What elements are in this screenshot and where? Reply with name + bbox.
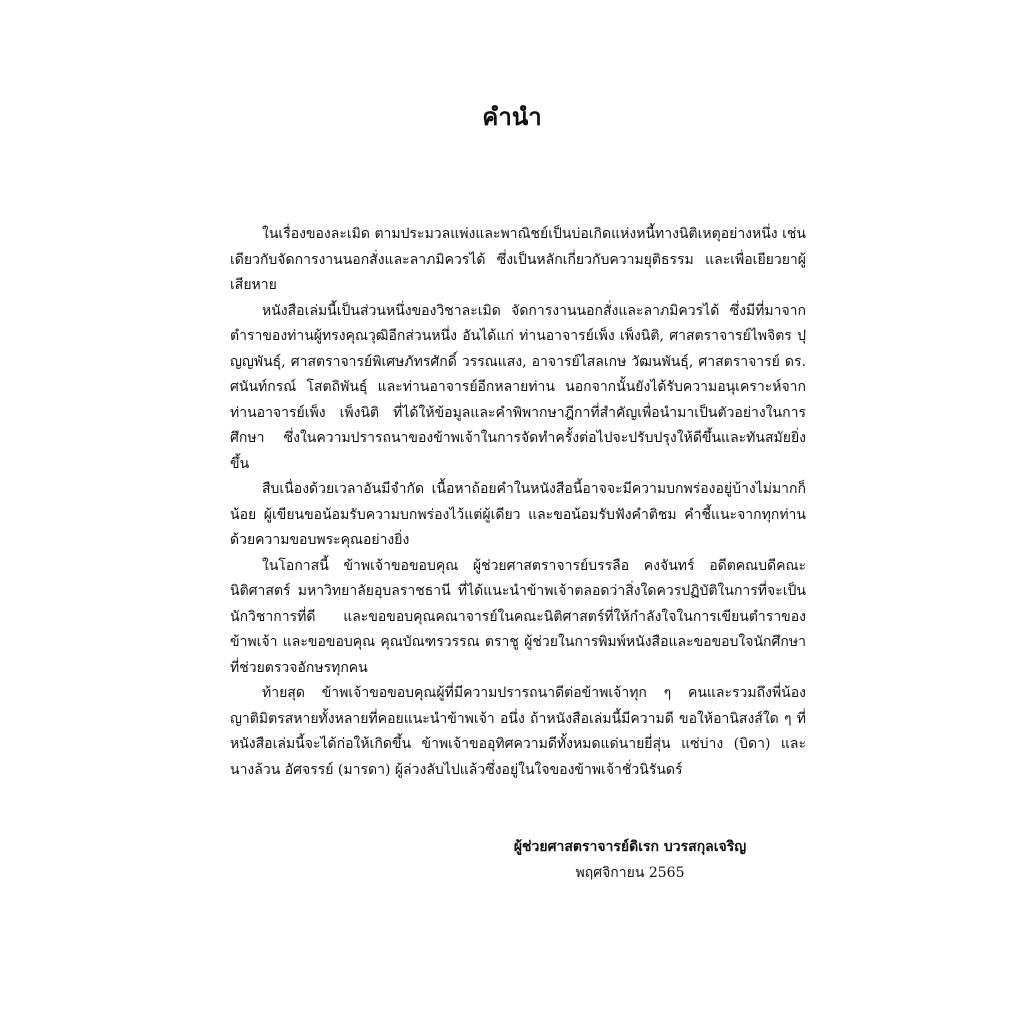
body-text: [230, 222, 806, 783]
signature-date: พฤศจิกายน 2565: [575, 865, 685, 881]
paragraph-5: ท้ายสุด ข้าพเจ้าขอขอบคุณผู้ที่มีความปรารถนาดีต่อข้าพเจ้าทุก ๆ คนและรวมถึงพี่น้องญาติมิตรสหายทั้งหลายที่คอยแนะนำข้าพเจ้า อนึ่ง ถ้าหนังสือเล่มนี้มีความดี ขอให้อานิสงส์ใด ๆ ที่หนังสือเล่มนี้จะได้ก่อให้เกิดขึ้น ข้าพเจ้าขออุทิศความดีทั้งหมดแด่นายยี่สุ่น แซ่บ่าง (บิดา) และนางล้วน อัศจรรย์ (มารดา) ผู้ล่วงลับไปแล้วซึ่งอยู่ในใจของข้าพเจ้าชั่วนิรันดร์: [230, 685, 807, 778]
paragraph-1: ในเรื่องของละเมิด ตามประมวลแพ่งและพาณิชย์เป็นบ่อเกิดแห่งหนี้ทางนิติเหตุอย่างหนึ่ง เช่นเดียวกับจัดการงานนอกสั่งและลาภมิควรได้ ซึ่งเป็นหลักเกี่ยวกับความยุติธรรม และเพื่อเยียวยาผู้เสียหาย: [230, 226, 806, 293]
page-title: คำนำ: [482, 102, 542, 131]
author-name: ผู้ช่วยศาสตราจารย์ดิเรก บวรสกุลเจริญ: [513, 839, 747, 855]
paragraph-2: หนังสือเล่มนี้เป็นส่วนหนึ่งของวิชาละเมิด จัดการงานนอกสั่งและลาภมิควรได้ ซึ่งมีที่มาจากตำราของท่านผู้ทรงคุณวุฒิอีกส่วนหนึ่ง อันได้แก่ ท่านอาจารย์เพ็ง เพ็งนิติ, ศาสตราจารย์ไพจิตร ปุญญพันธุ์, ศาสตราจารย์พิเศษภัทรศักดิ์ วรรณแสง, อาจารย์ไสลเกษ วัฒนพันธุ์, ศาสตราจารย์ ดร. ศนันท์กรณ์ โสตถิพันธุ์ และท่านอาจารย์อีกหลายท่าน นอกจากนั้นยังได้รับความอนุเคราะห์จากท่านอาจารย์เพ็ง เพ็งนิติ ที่ได้ให้ข้อมูลและคำพิพากษาฎีกาที่สำคัญเพื่อนำมาเป็นตัวอย่างในการศึกษา ซึ่งในความปรารถนาของข้าพเจ้าในการจัดทำครั้งต่อไปจะปรับปรุงให้ดีขึ้นและทันสมัยยิ่งขึ้น: [230, 302, 806, 472]
paragraph-4: ในโอกาสนี้ ข้าพเจ้าขอขอบคุณ ผู้ช่วยศาสตราจารย์บรรลือ คงจันทร์ อดีตคณบดีคณะนิติศาสตร์ มหาวิทยาลัยอุบลราชธานี ที่ได้แนะนำข้าพเจ้าตลอดว่าสิ่งใดควรปฏิบัติในการที่จะเป็นนักวิชาการที่ดี และขอขอบคุณคณาจารย์ในคณะนิติศาสตร์ที่ให้กำลังใจในการเขียนตำราของข้าพเจ้า และขอขอบคุณ คุณบัณฑรวรรณ ตราชู ผู้ช่วยในการพิมพ์หนังสือและขอขอบใจนักศึกษาที่ช่วยตรวจอักษรทุกคน: [230, 557, 806, 676]
paragraph-3: สืบเนื่องด้วยเวลาอันมีจำกัด เนื้อหาถ้อยคำในหนังสือนี้อาจจะมีความบกพร่องอยู่บ้างไม่มากก็น้อย ผู้เขียนขอน้อมรับความบกพร่องไว้แต่ผู้เดียว และขอน้อมรับฟังคำติชม คำชี้แนะจากทุกท่าน ด้วยความขอบพระคุณอย่างยิ่ง: [230, 481, 806, 548]
signature-block: [470, 834, 790, 886]
